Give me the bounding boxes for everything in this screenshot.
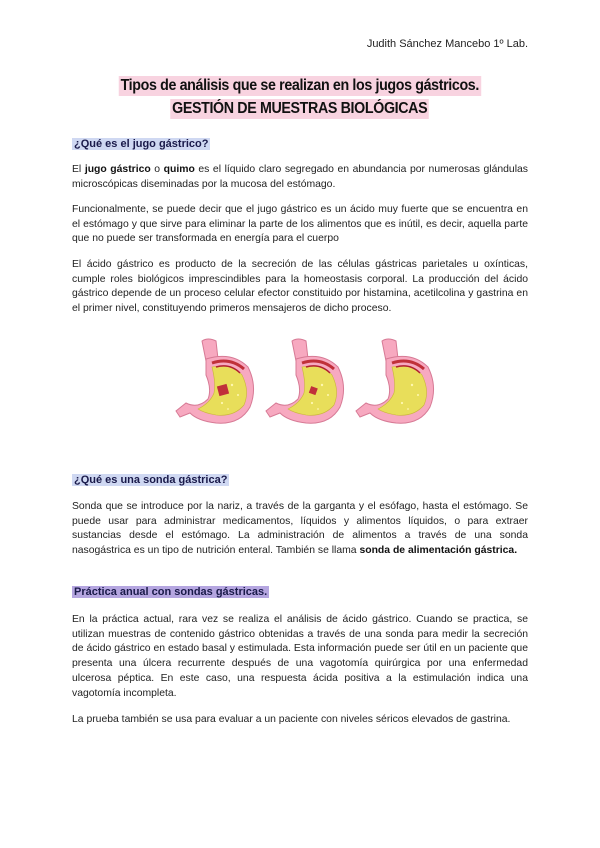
paragraph-prueba-gastrina: La prueba también se usa para evaluar a un paciente con niveles séricos elevados de gastrina. bbox=[72, 714, 511, 725]
paragraph-practica-actual: En la práctica actual, rara vez se realiza el análisis de ácido gástrico. Cuando se practica, se utilizan muestras de contenido gástrico obtenidas a través de una sonda para medir la secreción de ácido gástrico en estado basal y estimulada. Esta información puede ser útil en un paciente que presenta una úlcera recurrente después de una vagotomía quirúrgica por una enfermedad ulcerosa péptica. En este caso, una respuesta ácida positiva a la estimulación indica una vagotomía incompleta. bbox=[72, 614, 528, 699]
paragraph-jugo-funcion: Funcionalmente, se puede decir que el jugo gástrico es un ácido muy fuerte que se encuentra en el estómago y que sirve para eliminar la parte de los alimentos que es inútil, es decir, aquella parte que no puede ser transformada en energía para el cuerpo bbox=[72, 204, 528, 245]
title-line-2: GESTIÓN DE MUESTRAS BIOLÓGICAS bbox=[172, 100, 428, 117]
heading-sonda-gastrica: ¿Qué es una sonda gástrica? bbox=[74, 474, 228, 486]
stomach-icon-1 bbox=[176, 339, 254, 423]
author-header: Judith Sánchez Mancebo 1º Lab. bbox=[366, 38, 528, 50]
title-line-1: Tipos de análisis que se realizan en los jugos gástricos. bbox=[120, 77, 480, 94]
paragraph-jugo-definicion: El jugo gástrico o quimo es el líquido claro segregado en abundancia por numerosas glándulas microscópicas diseminadas por la mucosa del estómago. bbox=[72, 164, 528, 190]
heading-practica-anual: Práctica anual con sondas gástricas. bbox=[74, 586, 268, 598]
stomach-icon-3 bbox=[356, 339, 434, 423]
stomach-icon-2 bbox=[266, 339, 344, 423]
paragraph-sonda-definicion: Sonda que se introduce por la nariz, a través de la garganta y el esófago, hasta el estómago. Se puede usar para administrar medicamentos, líquidos y alimentos líquidos, o para extraer sustancias desde el estómago. La administración de alimentos a través de una sonda nasogástrica es un tipo de nutrición enteral. También se llama sonda de alimentación gástrica. bbox=[72, 501, 528, 557]
stomach-illustrations bbox=[168, 335, 438, 427]
paragraph-acido-gastrico: El ácido gástrico es producto de la secreción de las células gástricas parietales u oxínticas, cumple roles biológicos imprescindibles para la homeostasis corporal. La producción del ácido gástrico depende de un proceso celular efector constituido por histamina, acetilcolina y gastrina en el primer nivel, constituyendo primeros mensajeros de dicho proceso. bbox=[72, 259, 528, 315]
heading-jugo-gastrico: ¿Qué es el jugo gástrico? bbox=[74, 138, 209, 150]
